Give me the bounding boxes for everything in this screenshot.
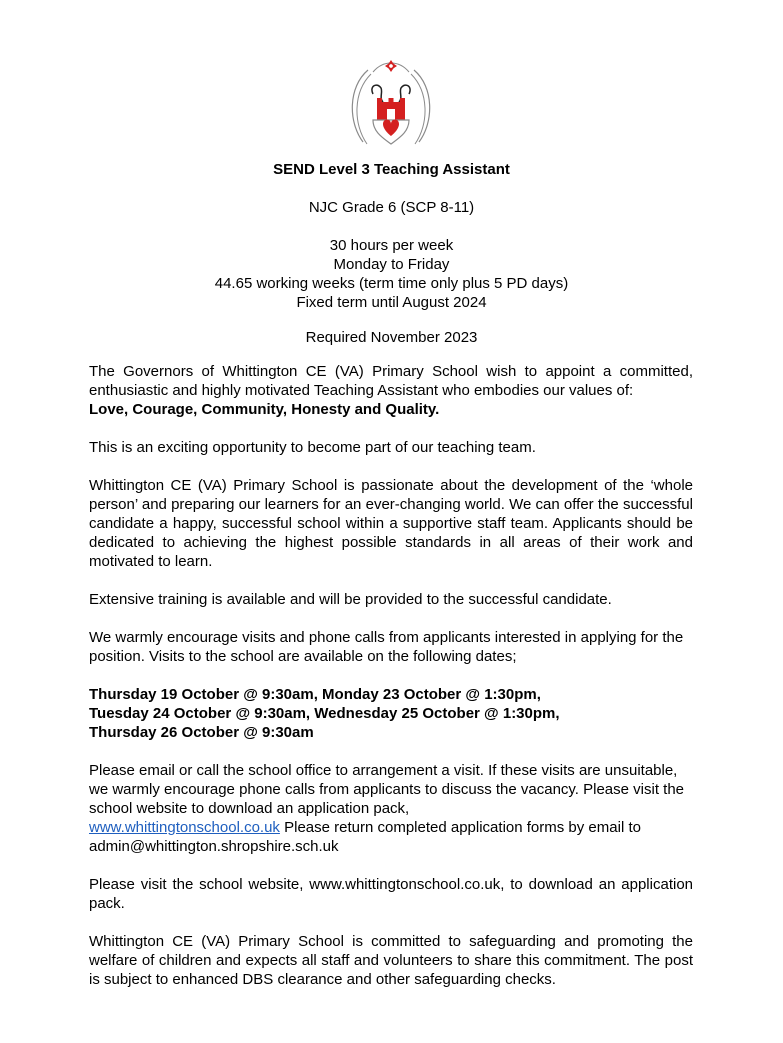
job-hours-block [0,236,783,312]
opportunity-paragraph: This is an exciting opportunity to become part of our teaching team. [89,439,536,456]
visit-dates [89,685,693,742]
working-weeks: 44.65 working weeks (term time only plus 5 PD days) [214,275,569,292]
contact-text: Please email or call the school office to arrangement a visit. If these visits are unsuitable, we warmly encourage phone calls from applicants to discuss the vacancy. Please visit the school website to download an application pack, [89,762,685,817]
job-grade: NJC Grade 6 (SCP 8-11) [308,199,475,216]
website-paragraph: Please visit the school website, www.whittingtonschool.co.uk, to download an application pack. [89,876,693,912]
safeguarding-paragraph: Whittington CE (VA) Primary School is committed to safeguarding and promoting the welfare of children and expects all staff and volunteers to share this commitment. The post is subject to enhanced DBS clearance and other safeguarding checks. [89,933,693,988]
school-crest-logo [343,52,439,152]
school-values: Love, Courage, Community, Honesty and Quality. [89,401,440,418]
intro-paragraph [89,362,693,419]
job-title: SEND Level 3 Teaching Assistant [273,161,510,178]
intro-text: The Governors of Whittington CE (VA) Primary School wish to appoint a committed, enthusiastic and highly motivated Teaching Assistant who embodies our values of: [89,363,693,399]
visit-dates-line-1: Thursday 19 October @ 9:30am, Monday 23 October @ 1:30pm, [89,686,541,703]
visits-paragraph: We warmly encourage visits and phone calls from applicants interested in applying for the position. Visits to the school are available on the following dates; [89,629,684,665]
training-paragraph: Extensive training is available and will be provided to the successful candidate. [89,591,612,608]
working-days: Monday to Friday [333,256,450,273]
visit-dates-line-2: Tuesday 24 October @ 9:30am, Wednesday 25 October @ 1:30pm, [89,705,560,722]
return-forms-text: Please return completed application forms by email to admin@whittington.shropshire.sch.uk [89,819,641,855]
hours-per-week: 30 hours per week [329,237,454,254]
contract-term: Fixed term until August 2024 [296,294,487,311]
start-date: Required November 2023 [305,329,478,346]
advert-body [89,362,693,1008]
visit-dates-line-3: Thursday 26 October @ 9:30am [89,724,314,741]
passionate-paragraph: Whittington CE (VA) Primary School is passionate about the development of the ‘whole person’ and preparing our learners for an ever-changing world. We can offer the successful candidate a happy, successful school within a supportive staff team. Applicants should be dedicated to achieving the highest possible standards in all areas of their work and motivated to learn. [89,477,693,570]
school-website-link[interactable]: www.whittingtonschool.co.uk [89,819,280,836]
contact-paragraph [89,761,693,856]
